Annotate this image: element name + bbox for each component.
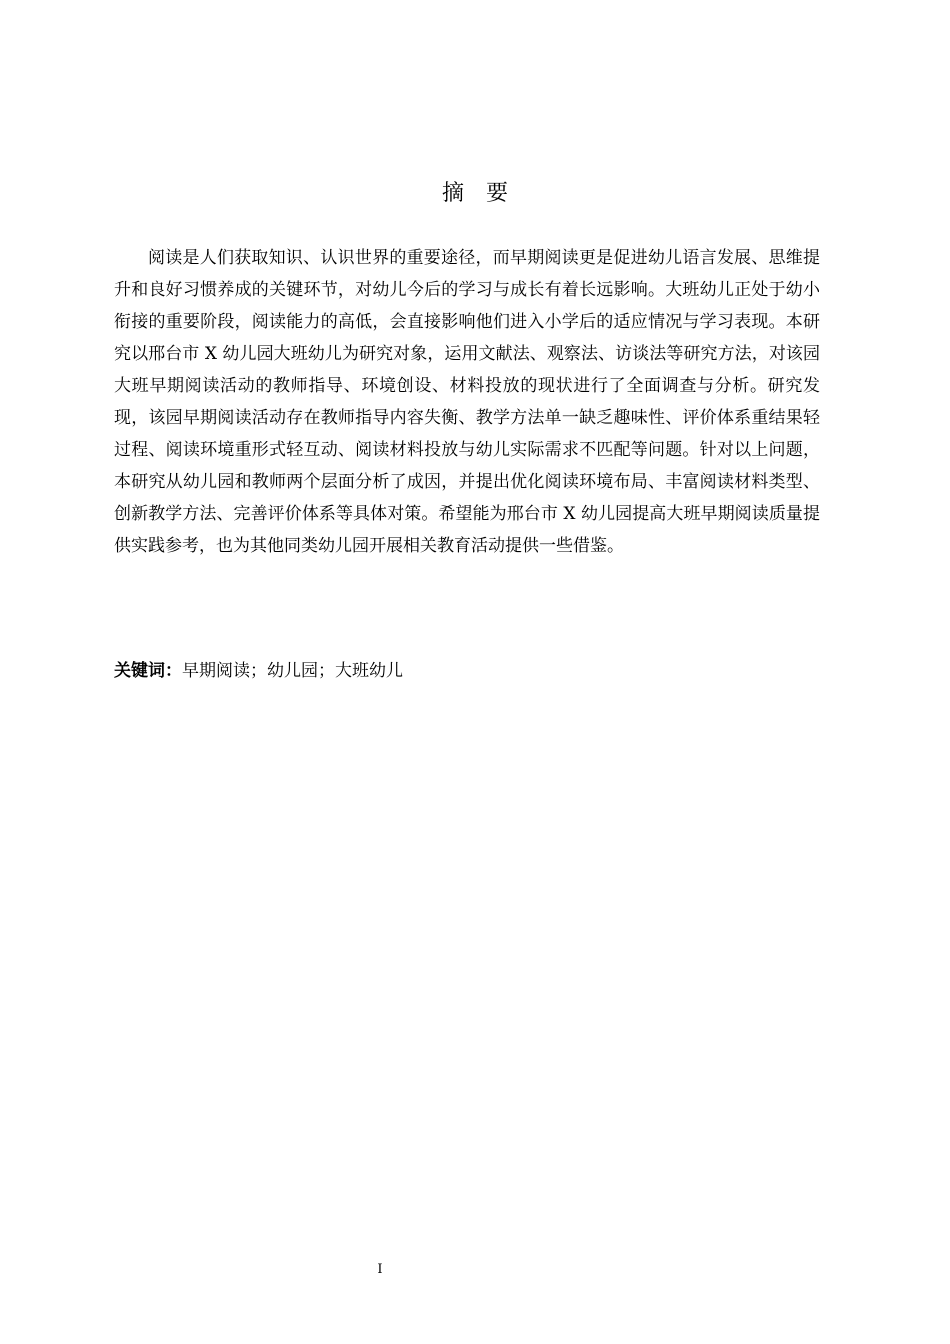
abstract-title: 摘要 bbox=[441, 181, 530, 206]
keywords-line bbox=[114, 656, 820, 686]
abstract-body: 阅读是人们获取知识、认识世界的重要途径，而早期阅读更是促进幼儿语言发展、思维提升和良好习惯养成的关键环节，对幼儿今后的学习与成长有着长远影响。大班幼儿正处于幼小衔接的重要阶段，阅读能力的高低，会直接影响他们进入小学后的适应情况与学习表现。本研究以邢台市 X 幼儿园大班幼儿为研究对象，运用文献法、观察法、访谈法等研究方法，对该园大班早期阅读活动的教师指导、环境创设、材料投放的现状进行了全面调查与分析。研究发现，该园早期阅读活动存在教师指导内容失衡、教学方法单一缺乏趣味性、评价体系重结果轻过程、阅读环境重形式轻互动、阅读材料投放与幼儿实际需求不匹配等问题。针对以上问题，本研究从幼儿园和教师两个层面分析了成因，并提出优化阅读环境布局、丰富阅读材料类型、创新教学方法、完善评价体系等具体对策。希望能为邢台市 X 幼儿园提高大班早期阅读质量提供实践参考，也为其他同类幼儿园开展相关教育活动提供一些借鉴。 bbox=[114, 248, 820, 556]
keywords-label: 关键词： bbox=[114, 661, 182, 681]
page-number: I bbox=[377, 1262, 383, 1277]
keywords-value: 早期阅读；幼儿园；大班幼儿 bbox=[182, 661, 403, 681]
